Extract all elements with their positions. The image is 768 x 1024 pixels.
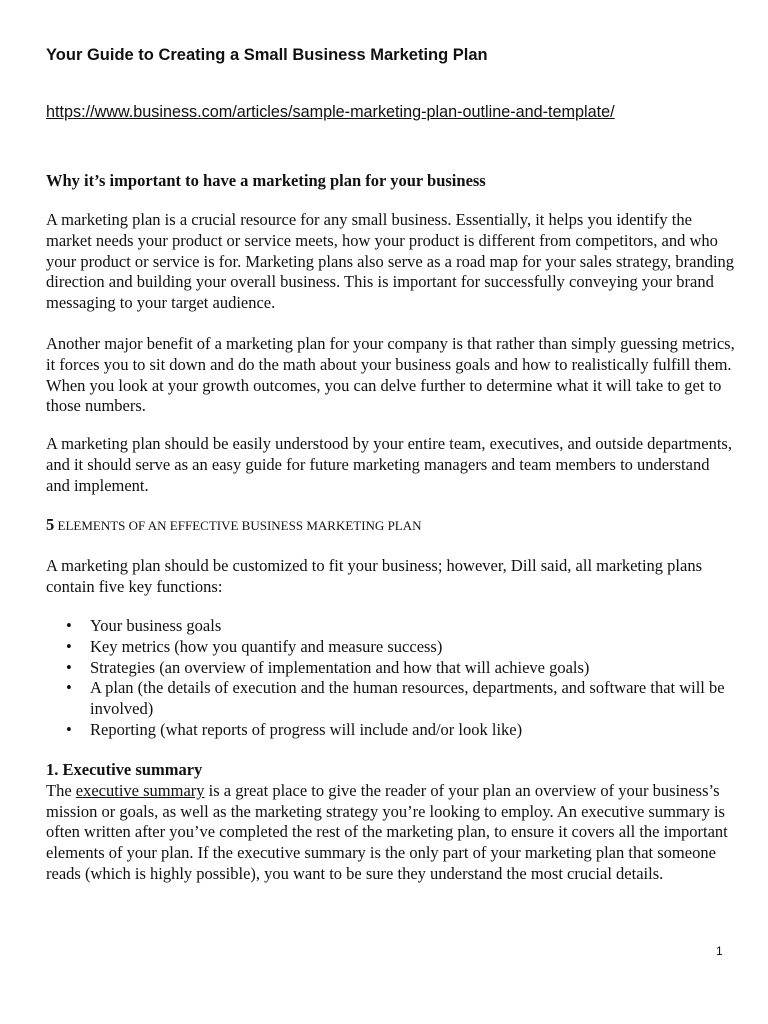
- paragraph-3: A marketing plan should be easily understood by your entire team, executives, and outside departments, and it should serve as an easy guide for future marketing managers and team members to understand and implement.: [46, 434, 732, 495]
- section-heading: Why it’s important to have a marketing plan for your business: [46, 171, 486, 190]
- bullet-icon: •: [66, 678, 72, 698]
- bullet-icon: •: [66, 719, 72, 739]
- paragraph-2: Another major benefit of a marketing plan for your company is that rather than simply guessing metrics, it forces you to sit down and do the math about your business goals and how to realistically fulfill them. When you look at your growth outcomes, you can delve further to determine what it will take to get to those numbers.: [46, 334, 735, 416]
- list-item: [46, 678, 736, 720]
- list-item-text: Strategies (an overview of implementation and how that will achieve goals): [90, 657, 590, 677]
- bullet-icon: •: [66, 616, 72, 635]
- executive-summary-text-before: The: [46, 780, 76, 800]
- paragraph-1: A marketing plan is a crucial resource for any small business. Essentially, it helps you identify the market needs your product or service meets, how your product is different from competitors, and who your product or service is for. Marketing plans also serve as a road map for your sales strategy, branding direction and building your overall business. This is important for successfully conveying your brand messaging to your target audience.: [46, 210, 735, 313]
- list-item-text: Your business goals: [90, 616, 222, 635]
- elements-heading-text: ELEMENTS OF AN EFFECTIVE BUSINESS MARKETING PLAN: [57, 518, 422, 533]
- list-item-text: A plan (the details of execution and the human resources, departments, and software that will be involved): [90, 678, 725, 719]
- list-item: [46, 720, 736, 741]
- list-item: [46, 616, 736, 637]
- list-item: [46, 658, 736, 679]
- page-number: 1: [716, 944, 723, 958]
- executive-summary-link[interactable]: executive summary: [75, 780, 205, 800]
- list-item-text: Key metrics (how you quantify and measure success): [90, 636, 443, 656]
- list-item-text: Reporting (what reports of progress will include and/or look like): [90, 719, 523, 739]
- article-link[interactable]: https://www.business.com/articles/sample-marketing-plan-outline-and-template/: [46, 103, 615, 121]
- elements-heading: [46, 515, 422, 535]
- executive-summary-section: [46, 760, 736, 885]
- intro-paragraph: A marketing plan should be customized to fit your business; however, Dill said, all marketing plans contain five key functions:: [46, 556, 703, 596]
- bullet-icon: •: [66, 636, 72, 656]
- bullet-icon: •: [66, 657, 72, 677]
- executive-summary-title: 1. Executive summary: [46, 760, 203, 779]
- key-functions-list: [46, 616, 736, 741]
- elements-heading-number: 5: [46, 515, 55, 534]
- list-item: [46, 637, 736, 658]
- document-title: Your Guide to Creating a Small Business Marketing Plan: [46, 46, 488, 64]
- executive-summary-text-after: is a great place to give the reader of your plan an overview of your business’s mission or goals, as well as the marketing strategy you’re looking to employ. An executive summary is often written after you’ve completed the rest of the marketing plan, to ensure it covers all the important elements of your plan. If the executive summary is the only part of your marketing plan that someone reads (which is highly possible), you want to be sure they understand the most crucial details.: [46, 780, 728, 883]
